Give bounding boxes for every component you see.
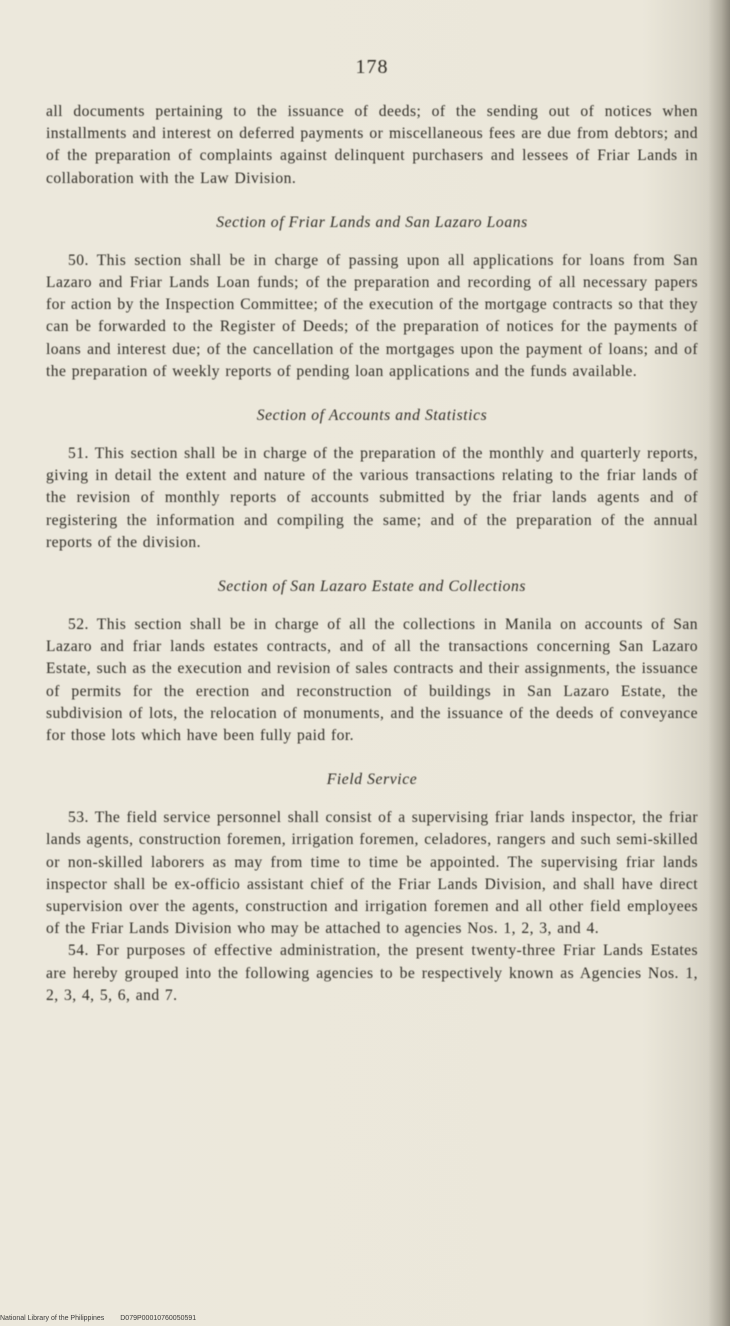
paragraph-54: 54. For purposes of effective administration, the present twenty-three Friar Lands Estates are hereby grouped into the following agencies to be respectively known as Agencies Nos. 1, 2, 3, 4, 5, 6, and 7. [46,942,698,1004]
section-heading-collections: Section of San Lazaro Estate and Collections [217,578,527,596]
footer-library: National Library of the Philippines [0,1315,105,1322]
scan-footer [0,1315,210,1322]
section-heading-field-service: Field Service [326,771,418,789]
page-edge-shadow [708,0,730,1326]
footer-code: D079P00010760050591 [120,1315,197,1322]
paragraph-53: 53. The field service personnel shall consist of a supervising friar lands inspector, the friar lands agents, construction foremen, irrigation foremen, celadores, rangers and such semi-skilled or non-skilled laborers as may from time to time be appointed. The supervising friar lands inspector shall be ex-officio assistant chief of the Friar Lands Division, and shall have direct supervision over the agents, construction and irrigation foremen and all other field employees of the Friar Lands Division who may be attached to agencies Nos. 1, 2, 3, and 4. [46,809,698,938]
page-number: 178 [355,56,389,78]
paragraph-52: 52. This section shall be in charge of all the collections in Manila on accounts of San Lazaro and friar lands estates contracts, and of all the transactions concerning San Lazaro Estate, such as the execution and revision of sales contracts and their assignments, the issuance of permits for the erection and reconstruction of buildings in San Lazaro Estate, the subdivision of lots, the relocation of monuments, and the issuance of the deeds of conveyance for those lots which have been fully paid for. [46,616,698,745]
section-heading-loans: Section of Friar Lands and San Lazaro Loans [216,213,528,231]
section-heading-accounts: Section of Accounts and Statistics [256,407,488,425]
paragraph-51: 51. This section shall be in charge of the preparation of the monthly and quarterly reports, giving in detail the extent and nature of the various transactions relating to the friar lands of the revision of monthly reports of accounts submitted by the friar lands agents and of registering the information and compiling the same; and of the preparation of the annual reports of the division. [46,445,698,551]
intro-paragraph: all documents pertaining to the issuance of deeds; of the sending out of notices when installments and interest on deferred payments or miscellaneous fees are due from debtors; and of the preparation of complaints against delinquent purchasers and lessees of Friar Lands in collaboration with the Law Division. [46,103,698,187]
page-content [46,56,698,1007]
paragraph-50: 50. This section shall be in charge of passing upon all applications for loans from San Lazaro and Friar Lands Loan funds; of the preparation and recording of all necessary papers for action by the Inspection Committee; of the execution of the mortgage contracts so that they can be forwarded to the Register of Deeds; of the preparation of notices for the payments of loans and interest due; of the cancellation of the mortgages upon the payment of loans; and of the preparation of weekly reports of pending loan applications and the funds available. [46,251,698,380]
